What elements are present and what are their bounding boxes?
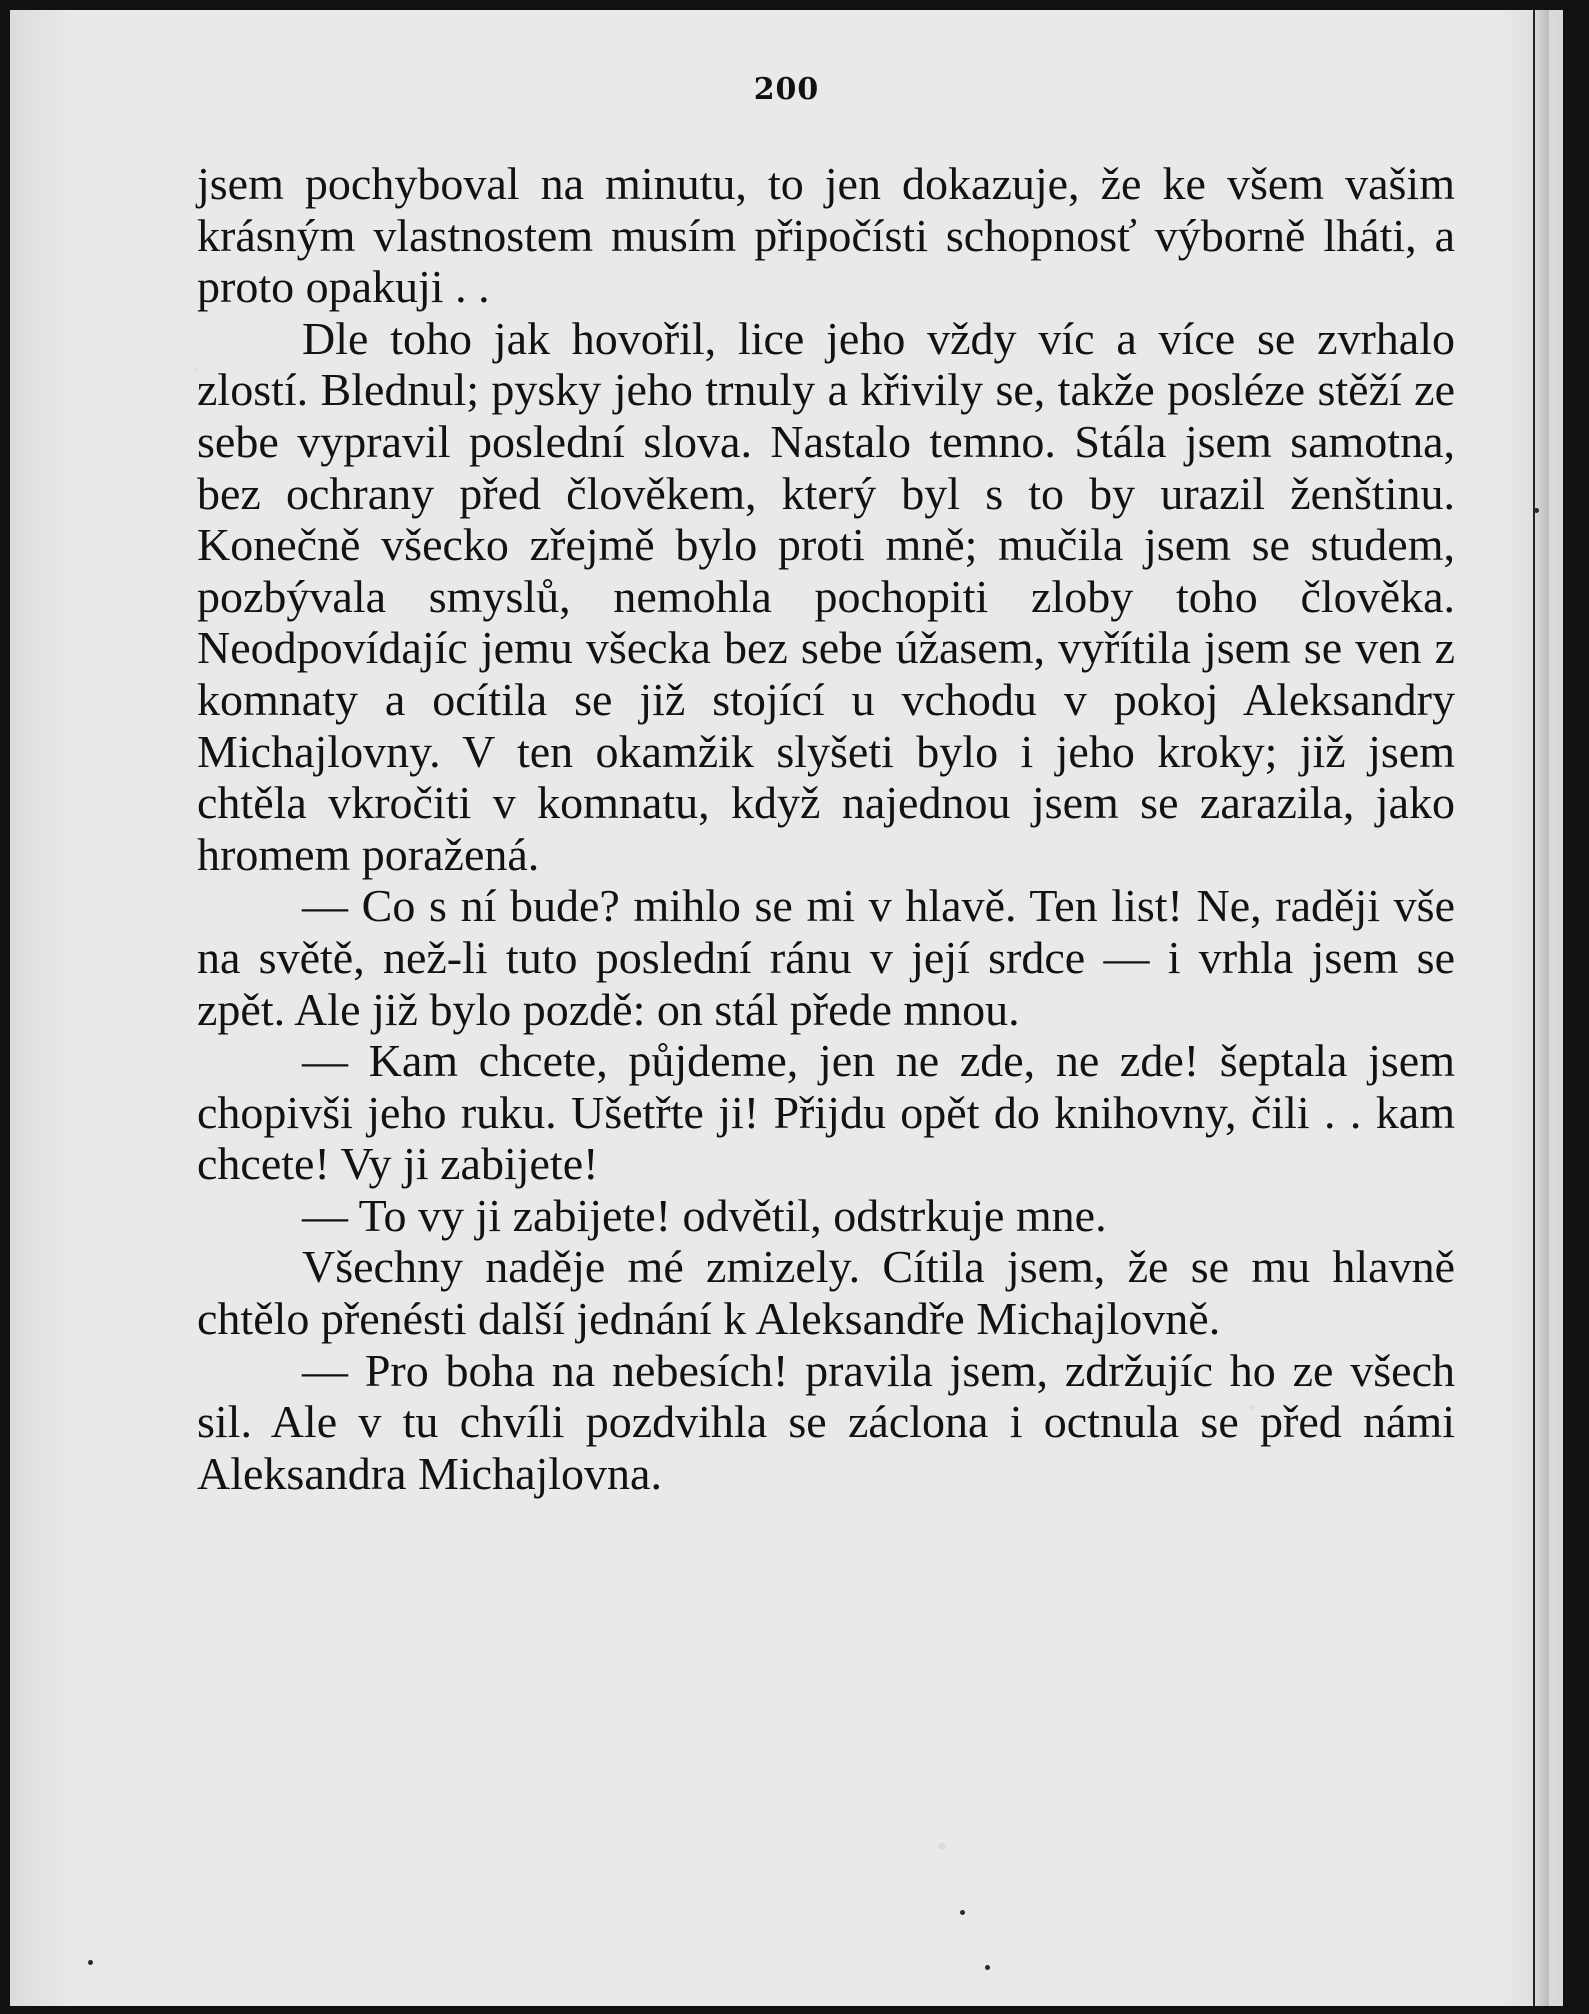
paragraph: Všechny naděje mé zmizely. Cítila jsem, že se mu hlavně chtělo přenésti další jednání k Aleksandře Michajlovně. xyxy=(197,1241,1455,1345)
paragraph: — Co s ní bude? mihlo se mi v hlavě. Ten list! Ne, raději vše na světě, než-li tuto poslední ránu v její srdce — i vrhla jsem se zpět. Ale již bylo pozdě: on stál přede mnou. xyxy=(197,880,1455,1035)
paper-speck xyxy=(1534,508,1539,513)
paragraph: Dle toho jak hovořil, lice jeho vždy víc a více se zvrhalo zlostí. Blednul; pysky jeho trnuly a křivily se, takže posléze stěží ze sebe vypravil poslední slova. Nastalo temno. Stála jsem samotna, bez ochrany před člověkem, který byl s to by urazil ženštinu. Konečně všecko zřejmě bylo proti mně; mučila jsem se studem, pozbývala smyslů, nemohla pochopiti zloby toho člověka. Neodpovídajíc jemu všecka bez sebe úžasem, vyřítila jsem se ven z komnaty a ocítila se již stojící u vchodu v pokoj Aleksandry Michajlovny. V ten okamžik slyšeti bylo i jeho kroky; již jsem chtěla vkročiti v komnatu, když najednou jsem se zarazila, jako hromem poražená. xyxy=(197,312,1455,880)
book-page xyxy=(10,10,1563,2006)
page-number: 200 xyxy=(753,72,820,107)
paper-speck xyxy=(960,1910,965,1915)
page-edge xyxy=(1533,10,1549,2006)
paragraph: jsem pochyboval na minutu, to jen dokazuje, že ke všem vašim krásným vlastnostem musím připočísti schopnosť výborně lháti, a proto opakuji . . xyxy=(197,158,1455,313)
paper-speck xyxy=(88,1960,93,1965)
paragraph: — Pro boha na nebesích! pravila jsem, zdržujíc ho ze všech sil. Ale v tu chvíli pozdvihla se záclona i octnula se před námi Aleksandra Michajlovna. xyxy=(197,1344,1455,1499)
paragraph: — Kam chcete, půjdeme, jen ne zde, ne zde! šeptala jsem chopivši jeho ruku. Ušetřte ji! Přijdu opět do knihovny, čili . . kam chcete! Vy ji zabijete! xyxy=(197,1035,1455,1190)
paragraph: — To vy ji zabijete! odvětil, odstrkuje mne. xyxy=(302,1189,1107,1241)
paper-speck xyxy=(985,1965,990,1970)
page-body xyxy=(197,158,1455,1499)
